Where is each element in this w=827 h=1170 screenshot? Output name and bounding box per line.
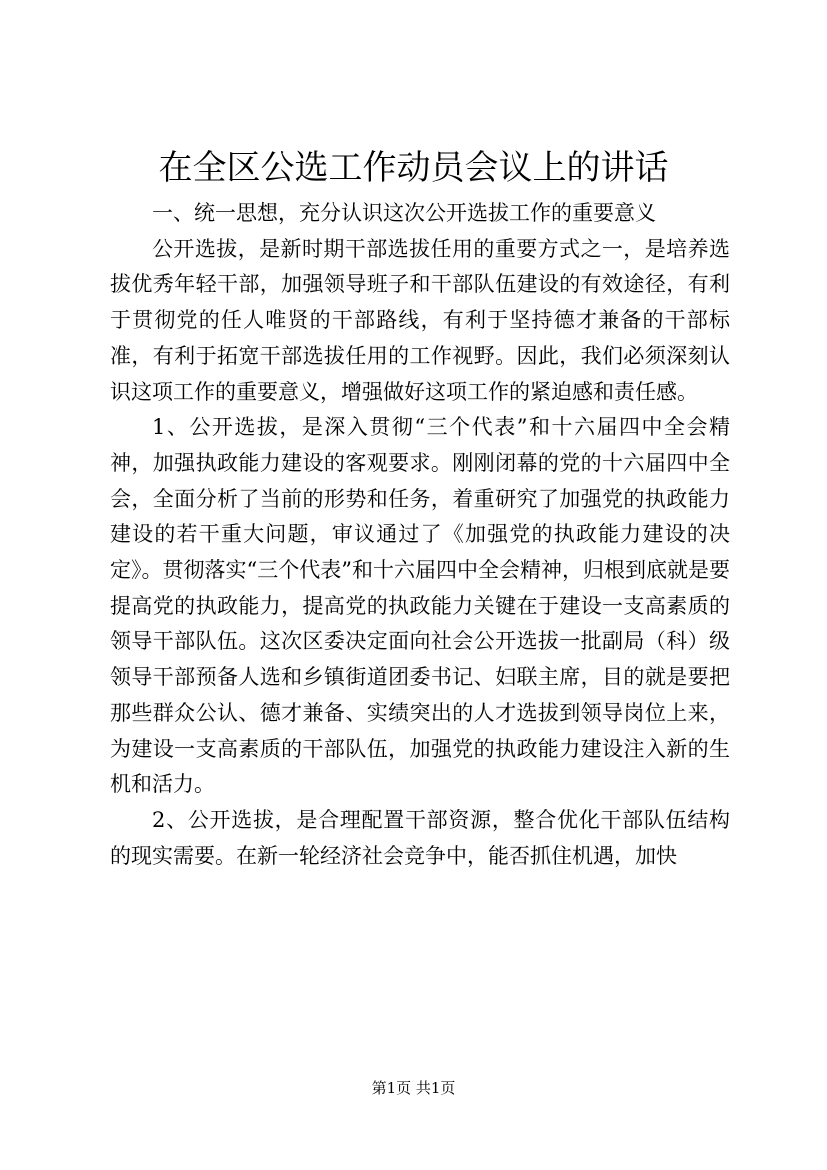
page-number-footer: 第1页 共1页 xyxy=(371,1079,456,1097)
paragraph: 2、公开选拔，是合理配置干部资源，整合优化干部队伍结构的现实需要。在新一轮经济社会竞争中，能否抓住机遇，加快 xyxy=(110,807,730,868)
section-heading: 一、统一思想，充分认识这次公开选拔工作的重要意义 xyxy=(152,201,656,225)
paragraph: 1、公开选拔，是深入贯彻“三个代表”和十六届四中全会精神，加强执政能力建设的客观要求。刚刚闭幕的党的十六届四中全会，全面分析了当前的形势和任务，着重研究了加强党的执政能力建设的若干重大问题，审议通过了《加强党的执政能力建设的决定》。贯彻落实“三个代表”和十六届四中全会精神，归根到底就是要提高党的执政能力，提高党的执政能力关键在于建设一支高素质的领导干部队伍。这次区委决定面向社会公开选拔一批副局（科）级领导干部预备人选和乡镇街道团委书记、妇联主席，目的就是要把那些群众公认、德才兼备、实绩突出的人才选拔到领导岗位上来，为建设一支高素质的干部队伍，加强党的执政能力建设注入新的生机和活力。 xyxy=(110,415,730,797)
paragraph: 公开选拔，是新时期干部选拔任用的重要方式之一，是培养选拔优秀年轻干部，加强领导班子和干部队伍建设的有效途径，有利于贯彻党的任人唯贤的干部路线，有利于坚持德才兼备的干部标准，有利于拓宽干部选拔任用的工作视野。因此，我们必须深刻认识这项工作的重要意义，增强做好这项工作的紧迫感和责任感。 xyxy=(110,236,730,404)
document-body xyxy=(110,196,730,874)
document-title: 在全区公选工作动员会议上的讲话 xyxy=(158,148,669,188)
